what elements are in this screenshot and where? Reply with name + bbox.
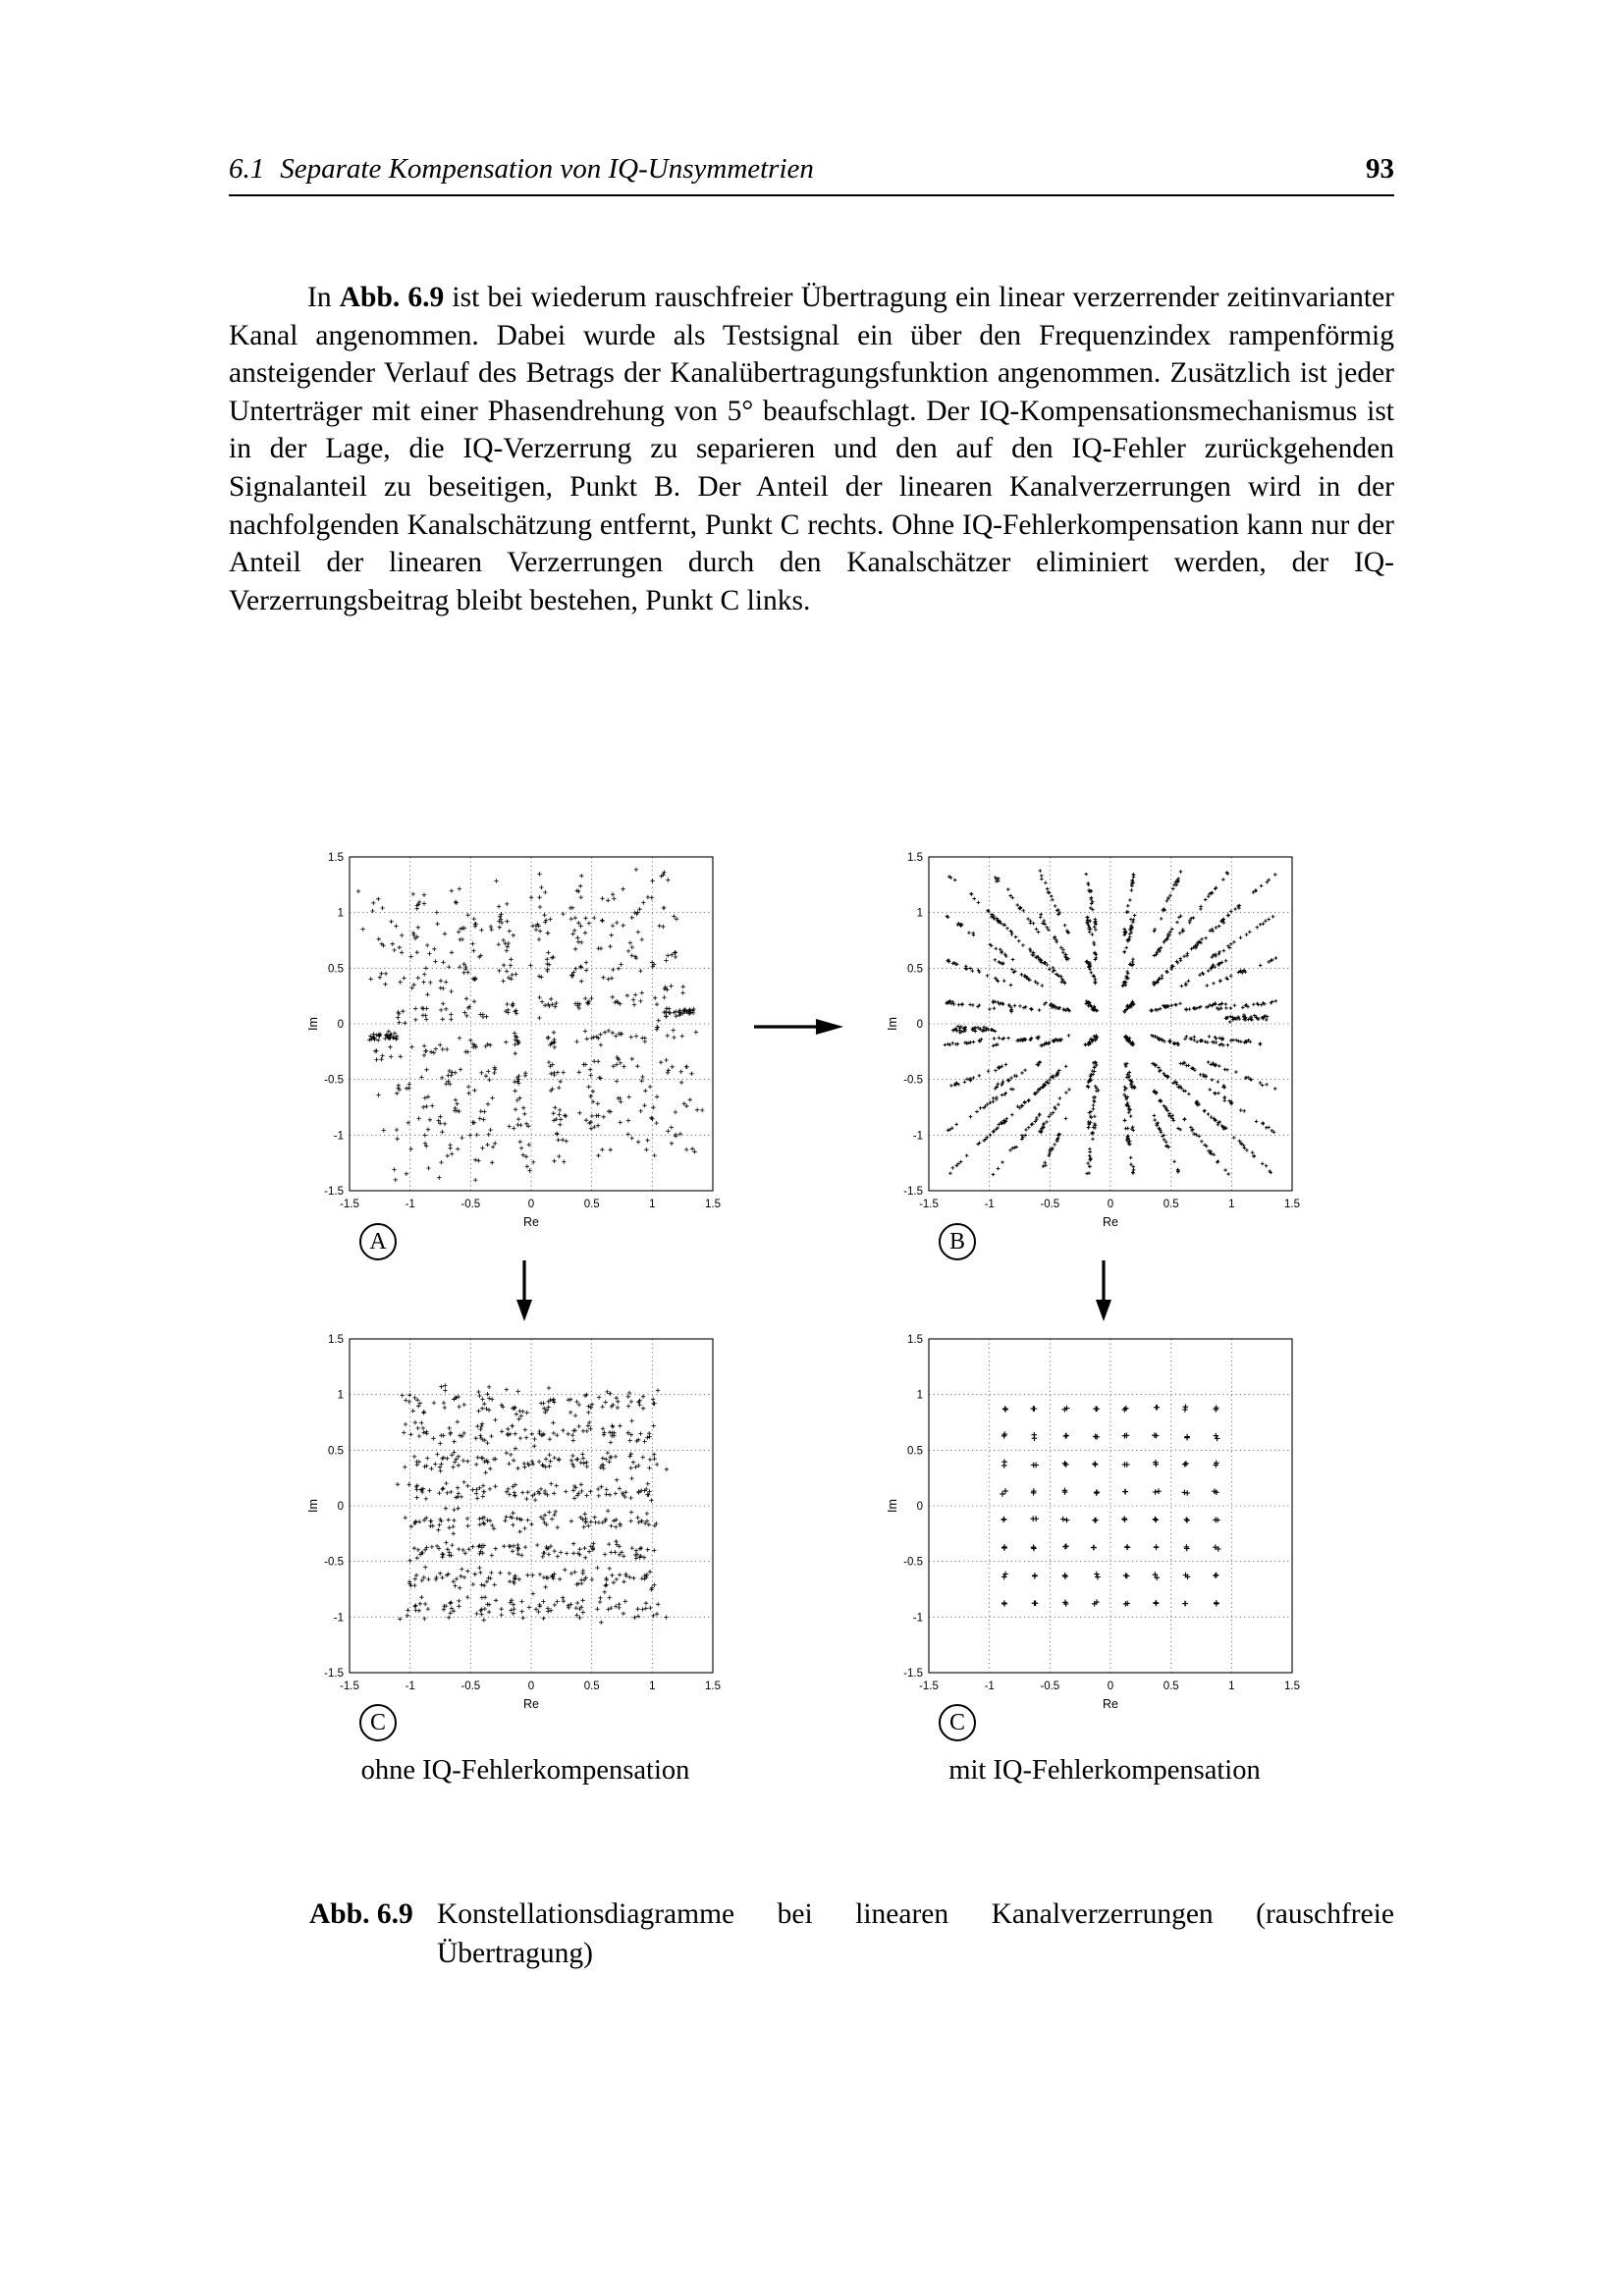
svg-text:-0.5: -0.5: [460, 1199, 481, 1210]
running-header: [229, 153, 1394, 196]
body-paragraph: [229, 279, 1394, 619]
svg-text:-1.5: -1.5: [324, 1668, 344, 1680]
svg-text:0.5: 0.5: [328, 1445, 344, 1458]
svg-text:-1: -1: [333, 1612, 344, 1625]
svg-text:-1: -1: [405, 1199, 415, 1210]
subplot-label-b-badge: B: [939, 1223, 976, 1260]
svg-text:0.5: 0.5: [583, 1199, 600, 1210]
svg-text:1: 1: [916, 907, 923, 920]
svg-text:-0.5: -0.5: [1040, 1199, 1060, 1210]
svg-text:Re: Re: [523, 1215, 539, 1229]
svg-text:Im: Im: [886, 1017, 899, 1031]
svg-text:-1.5: -1.5: [324, 1186, 344, 1198]
svg-text:1.5: 1.5: [328, 852, 344, 864]
svg-text:1.5: 1.5: [705, 1199, 721, 1210]
svg-text:0.5: 0.5: [328, 963, 344, 976]
svg-text:-1.5: -1.5: [903, 1186, 923, 1198]
svg-text:-0.5: -0.5: [903, 1556, 923, 1569]
constellation-plot-b: [884, 849, 1306, 1242]
svg-text:0: 0: [1107, 1199, 1114, 1210]
svg-text:-0.5: -0.5: [460, 1681, 481, 1692]
svg-text:-1: -1: [912, 1130, 923, 1143]
svg-text:Re: Re: [1103, 1697, 1118, 1711]
svg-text:Re: Re: [1103, 1215, 1118, 1229]
svg-text:Im: Im: [306, 1499, 320, 1513]
subplot-label-a-badge: A: [359, 1223, 397, 1260]
svg-text:Im: Im: [886, 1499, 899, 1513]
svg-text:0.5: 0.5: [1163, 1681, 1179, 1692]
svg-text:1: 1: [337, 907, 344, 920]
constellation-plot-c-left: [304, 1331, 727, 1724]
paragraph-body: ist bei wiederum rauschfreier Übertragung ein linear verzerrender zeitinvarianter Kanal angenommen. Dabei wurde als Testsignal ein über den Frequenzindex rampenförmig ansteigender Verlauf des Betrags der Kanalübertragungsfunktion angenommen. Zusätzlich ist jeder Unterträger mit einer Phasendrehung von 5° beaufschlagt. Der IQ-Kompensationsmechanismus ist in der Lage, die IQ-Verzerrung zu separieren und den auf den IQ-Fehler zurückgehenden Signalanteil zu beseitigen, Punkt B. Der Anteil der linearen Kanalverzerrungen wird in der nachfolgenden Kanalschätzung entfernt, Punkt C rechts. Ohne IQ-Fehlerkompensation kann nur der Anteil der linearen Verzerrungen durch den Kanalschätzer eliminiert werden, der IQ-Verzerrungsbeitrag bleibt bestehen, Punkt C links.: [229, 282, 1394, 616]
svg-text:0.5: 0.5: [1163, 1199, 1179, 1210]
svg-text:0.5: 0.5: [907, 963, 923, 976]
svg-text:1.5: 1.5: [907, 1334, 923, 1346]
svg-text:-1: -1: [333, 1130, 344, 1143]
subplot-label-c-right-badge: C: [939, 1704, 976, 1741]
svg-text:1: 1: [1228, 1199, 1235, 1210]
svg-text:0: 0: [337, 1501, 344, 1513]
svg-text:1: 1: [916, 1389, 923, 1402]
section-number: 6.1: [229, 153, 265, 185]
paragraph-prefix: In: [307, 282, 340, 313]
arrow-down-left-icon: [509, 1258, 540, 1323]
arrow-down-right-icon: [1088, 1258, 1119, 1323]
svg-text:-1.5: -1.5: [340, 1199, 359, 1210]
subplot-caption-left: ohne IQ-Fehlerkompensation: [360, 1755, 690, 1786]
svg-text:1.5: 1.5: [1284, 1681, 1300, 1692]
svg-text:0: 0: [916, 1019, 923, 1031]
page-number: 93: [1366, 153, 1394, 185]
figure-caption: [309, 1895, 1394, 1973]
figure-caption-text: Konstellationsdiagramme bei linearen Kanalverzerrungen (rauschfreie Übertragung): [437, 1898, 1394, 1969]
svg-text:-1.5: -1.5: [919, 1681, 939, 1692]
svg-text:1.5: 1.5: [907, 852, 923, 864]
svg-text:0.5: 0.5: [907, 1445, 923, 1458]
constellation-plot-c-right: [884, 1331, 1306, 1724]
svg-text:1: 1: [337, 1389, 344, 1402]
constellation-plot-a: [304, 849, 727, 1242]
arrow-right-icon: [751, 1011, 844, 1042]
svg-text:-1: -1: [984, 1681, 995, 1692]
svg-text:-1: -1: [405, 1681, 415, 1692]
figure-caption-label: Abb. 6.9: [309, 1898, 413, 1930]
figure-reference: Abb. 6.9: [339, 282, 445, 313]
svg-text:0: 0: [1107, 1681, 1114, 1692]
svg-text:1.5: 1.5: [705, 1681, 721, 1692]
svg-text:0: 0: [527, 1681, 535, 1692]
subplot-label-c-left-badge: C: [359, 1704, 397, 1741]
svg-text:1.5: 1.5: [1284, 1199, 1300, 1210]
svg-text:0: 0: [337, 1019, 344, 1031]
svg-text:0: 0: [527, 1199, 535, 1210]
subplot-caption-right: mit IQ-Fehlerkompensation: [948, 1755, 1261, 1786]
svg-text:-0.5: -0.5: [324, 1556, 344, 1569]
svg-text:Re: Re: [523, 1697, 539, 1711]
svg-text:0: 0: [916, 1501, 923, 1513]
svg-text:-1: -1: [984, 1199, 995, 1210]
svg-text:-1.5: -1.5: [340, 1681, 359, 1692]
svg-text:-1: -1: [912, 1612, 923, 1625]
section-title: Separate Kompensation von IQ-Unsymmetrien: [280, 153, 814, 185]
svg-text:-0.5: -0.5: [1040, 1681, 1060, 1692]
svg-text:Im: Im: [306, 1017, 320, 1031]
svg-text:1: 1: [649, 1199, 656, 1210]
svg-text:-0.5: -0.5: [324, 1074, 344, 1087]
svg-text:1: 1: [649, 1681, 656, 1692]
svg-text:-1.5: -1.5: [919, 1199, 939, 1210]
svg-text:-0.5: -0.5: [903, 1074, 923, 1087]
svg-text:1.5: 1.5: [328, 1334, 344, 1346]
svg-text:0.5: 0.5: [583, 1681, 600, 1692]
section-reference: [229, 153, 814, 186]
svg-text:1: 1: [1228, 1681, 1235, 1692]
svg-text:-1.5: -1.5: [903, 1668, 923, 1680]
